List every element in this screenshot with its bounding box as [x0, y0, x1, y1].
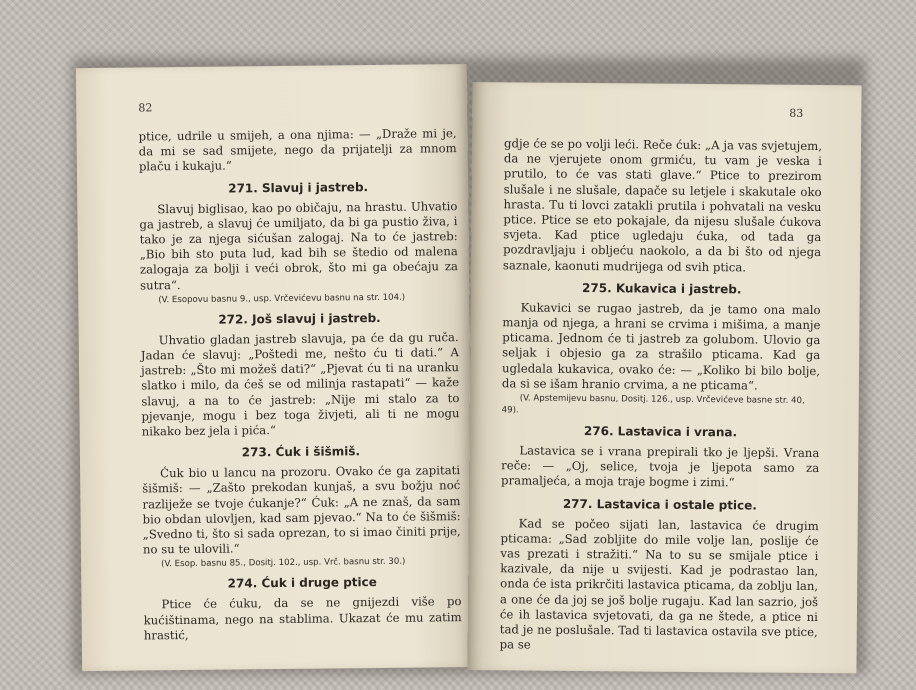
paragraph: Lastavica se i vrana prepirali tko je ljepši. Vrana reče: — „Oj, selice, tvoja je ljepota samo za pramaljeća, a moja traje bogme i zimi.“ — [501, 443, 820, 490]
paragraph: ptice, udrile u smijeh, a ona njima: — „Draže mi je, da mi se sad smijete, nego da prijatelji za mnom plaču i kukaju.“ — [138, 126, 457, 174]
fable-heading: 275. Kukavica i jastreb. — [582, 280, 742, 297]
paragraph: Ćuk bio u lancu na prozoru. Ovako će ga zapitati šišmiš: — „Zašto prekodan kunjaš, a svu božju noć razliježe se tvoje ćukanje?“ Ćuk: „A ne znaš, da sam bio obdan ulovljen, kad sam pjevao.“ Na to će šišmiš: „Svedno ti, što si sada oprezan, to si imao činiti prije, no su te ulovili.“ — [142, 463, 461, 557]
left-page — [76, 64, 473, 671]
paragraph: Kukavici se rugao jastreb, da je tamo ona malo manja od njega, a hrani se crvima i mišima, a manje pticama. Jednom će ti jastreb za golubom. Ulovio ga seljak i objesio ga za strašilo pticama. Kad ga ugledala kukavica, ovako će: — „Koliko bi bilo bolje, da si se išam hranio crvima, a ne pticama“. — [501, 300, 821, 393]
page-number: 83 — [789, 106, 804, 120]
fable-heading: 272. Još slavuj i jastreb. — [218, 310, 381, 327]
paragraph: Uhvatio gladan jastreb slavuja, pa će da gu ruča. Jadan će slavuj: „Poštedi me, nešto ću ti dati.“ A jastreb: „Što mi možeš dati?“ „Pjevat ću ti na uranku slatko i milo, da ćeš se od milinja rastapati“ — kaže slavuj, a na to će jastreb: „Nije mi stalo za to pjevanje, mogu i bez toga živjeti, ali ti ne mogu nikako bez jela i pića.“ — [140, 329, 460, 439]
reference-note: (V. Esopovu basnu 9., usp. Vrčevićevu basnu na str. 104.) — [158, 292, 406, 306]
fable-heading: 271. Slavuj i jastreb. — [228, 179, 369, 196]
reference-note: (V. Apstemijevu basnu, Dositj. 126., usp. Vrčevićeve basne str. 40, 49). — [501, 393, 805, 416]
right-page — [467, 82, 861, 673]
reference-note: (V. Esop. basnu 85., Dositj. 102., usp. Vrč. basnu str. 30.) — [161, 557, 406, 570]
paragraph: Slavuj biglisao, kao po običaju, na hrastu. Uhvatio ga jastreb, a slavuj će umiljato, da bi ga pustio živa, i tako je za njega sićušan zalogaj. Na to će jastreb: „Bio bih sto puta lud, kad bih se štedio od malena zalogaja za bolji i veći obrok, što mi ga obećaju za sutra“. — [139, 198, 459, 293]
fable-heading: 277. Lastavica i ostale ptice. — [562, 496, 757, 513]
paragraph: gdje će se po volji leći. Reče ćuk: „A ja vas svjetujem, da ne vjerujete onom grmiću, tu vam je veska i prutilo, to će vas stati glave.“ Ptice to prezirom slušale i ne slušale, dapače su letjele i skakutale oko hrasta. Tu ti lovci zatakli prutila i pohvatali na vesku ptice. Ptice se eto pokajale, da nijesu slušale ćukova svjeta. Kad ptice ugledaju ćuka, od tada ga pozdravljaju i obljeću naokolo, a da bi što od njega saznale, kaonuti mudrijega od svih ptica. — [502, 136, 823, 275]
paragraph: Kad se počeo sijati lan, lastavica će drugim pticama: „Sad zobljite do mile volje lan, poslije će vas prezati i stražiti.“ Na to su se smijale ptice i kazivale, da nije u svijesti. Kad je podrastao lan, onda će ista prikrčiti lastavica pticama, da zoblju lan, a one će da joj se još bolje rugaju. Kad lan sazrio, još će ih lastavica svjetovati, da ga ne štede, a ptice ni tad je ne poslušale. Tad ti lastavica ostavila sve ptice, pa se — [499, 516, 819, 652]
page-number: 82 — [138, 101, 153, 115]
paragraph: Ptice će ćuku, da se ne gnijezdi više po kućištinama, nego na stablima. Ukazat će mu zatim hrastić, — [143, 594, 462, 643]
page-text-column — [139, 126, 462, 643]
fable-heading: 273. Ćuk i šišmiš. — [241, 444, 361, 460]
fable-heading: 274. Ćuk i druge ptice — [227, 575, 377, 592]
fable-heading: 276. Lastavica i vrana. — [583, 424, 738, 440]
page-text-column — [500, 136, 822, 655]
